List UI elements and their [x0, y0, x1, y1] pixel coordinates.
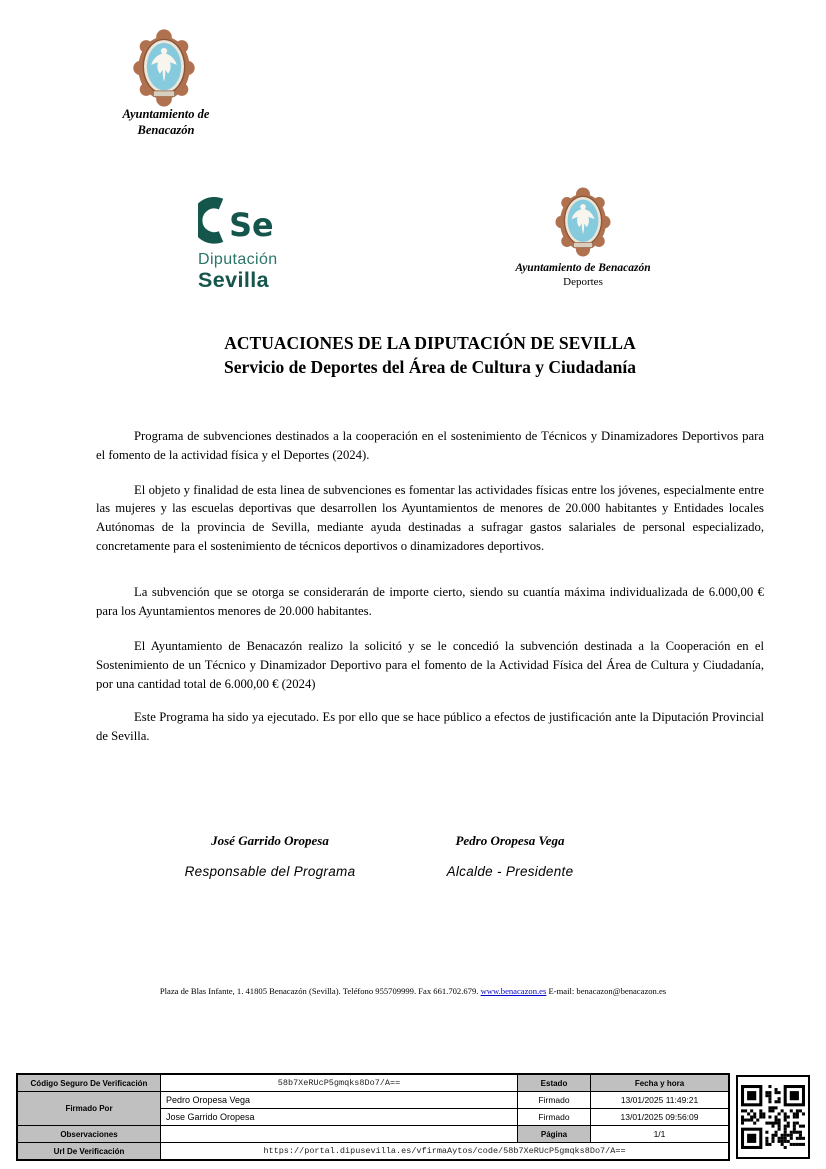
signer-role: Responsable del Programa: [184, 864, 356, 879]
estado-header: Estado: [518, 1075, 590, 1091]
benacazon-deportes-crest-icon: [551, 186, 615, 258]
paragraph-3: La subvención que se otorga se considerarán de importe cierto, siendo su cuantía máxima individualizada de 6.000,00 € para los Ayuntamientos menores de 20.000 habitantes.: [96, 584, 764, 618]
dse-logo-icon: [198, 192, 286, 250]
footer-email-text: E-mail: benacazon@benacazon.es: [546, 986, 667, 996]
signer-name: José Garrido Oropesa: [211, 833, 329, 848]
signer-row-estado: Firmado: [518, 1092, 590, 1108]
footer-website-link[interactable]: www.benacazon.es: [480, 986, 547, 996]
diputacion-sevilla-logo: [198, 192, 298, 293]
qr-code-icon: [741, 1085, 805, 1149]
signer-row-name: Pedro Oropesa Vega: [161, 1092, 517, 1108]
signer-row-name: Jose Garrido Oropesa: [161, 1109, 517, 1125]
signer-role: Alcalde - Presidente: [446, 864, 574, 879]
verification-table: [16, 1073, 730, 1161]
signer-row-fecha: 13/01/2025 09:56:09: [591, 1109, 728, 1125]
benacazon-crest-icon: [128, 28, 200, 108]
signer-name: Pedro Oropesa Vega: [455, 833, 565, 848]
csv-value: 58b7XeRUcP5gmqks8Do7/A==: [161, 1075, 517, 1091]
right-caption-line2: Deportes: [563, 276, 603, 288]
document-body: [96, 427, 764, 745]
right-caption-line1: Ayuntamiento de Benacazón: [515, 262, 651, 274]
paragraph-5: Este Programa ha sido ya ejecutado. Es por ello que se hace público a efectos de justificación ante la Diputación Provincial de Sevilla.: [96, 709, 764, 743]
paragraph-2: El objeto y finalidad de esta linea de subvenciones es fomentar las actividades físicas entre los jóvenes, especialmente entre las mujeres y las escuelas deportivas que desarrollen los Ayuntamientos de menores de 20.000 habitantes y Entidades locales Autónomas de la provincia de Sevilla, mediante ayuda destinadas a sufragar gastos salariales de personal especializado, concretamente para el sostenimiento de técnicos deportivos o dinamizadores deportivos.: [96, 482, 764, 553]
qr-code-box: [736, 1075, 810, 1159]
document-title: [95, 332, 765, 379]
sevilla-label: Sevilla: [198, 268, 269, 292]
dse-mark-text: Se: [229, 205, 274, 244]
footer-address-text: Plaza de Blas Infante, 1. 41805 Benacazón (Sevilla). Teléfono 955709999. Fax 661.702.679.: [159, 986, 481, 996]
csv-label: Código Seguro De Verificación: [18, 1075, 160, 1091]
observaciones-value: [161, 1126, 517, 1142]
footer-address: [0, 986, 826, 996]
signature-block-responsable: [150, 833, 390, 879]
title-line1: ACTUACIONES DE LA DIPUTACIÓN DE SEVILLA: [224, 333, 636, 353]
observaciones-label: Observaciones: [18, 1126, 160, 1142]
pagina-value: 1/1: [591, 1126, 728, 1142]
header-caption-line2: Benacazón: [137, 123, 195, 137]
url-value: https://portal.dipusevilla.es/vfirmaAytos/code/58b7XeRUcP5gmqks8Do7/A==: [161, 1143, 728, 1159]
diputacion-label: Diputación: [198, 251, 278, 268]
signer-row-estado: Firmado: [518, 1109, 590, 1125]
url-label: Url De Verificación: [18, 1143, 160, 1159]
paragraph-1: Programa de subvenciones destinados a la cooperación en el sostenimiento de Técnicos y Dinamizadores Deportivos para el fomento de la actividad física y el Deportes (2024).: [96, 429, 764, 462]
pagina-label: Página: [518, 1126, 590, 1142]
signer-row-fecha: 13/01/2025 11:49:21: [591, 1092, 728, 1108]
fecha-header: Fecha y hora: [591, 1075, 728, 1091]
signature-block-alcalde: [395, 833, 625, 879]
header-crest-caption: [95, 106, 237, 138]
paragraph-4: El Ayuntamiento de Benacazón realizo la solicitó y se le concedió la subvención destinada a la Cooperación en el Sostenimiento de un Técnico y Dinamizador Deportivo para el fomento de la Actividad Física del Área de Cultura y Ciudadanía, por una cantidad total de 6.000,00 € (2024): [96, 639, 764, 691]
right-crest-caption: [498, 261, 668, 289]
firmado-por-label: Firmado Por: [18, 1092, 160, 1125]
title-line2: Servicio de Deportes del Área de Cultura y Ciudadanía: [224, 357, 636, 377]
header-caption-line1: Ayuntamiento de: [122, 107, 210, 121]
